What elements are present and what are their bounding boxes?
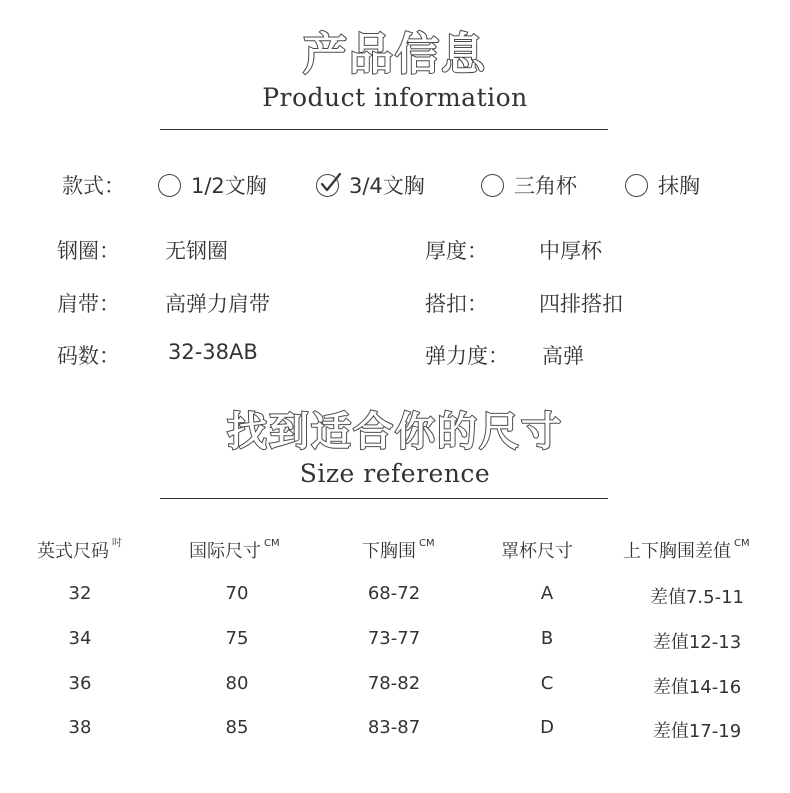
table-cell: 差值12-13	[652, 632, 742, 653]
style-option-label: 3/4文胸	[349, 174, 425, 198]
size-title-cn: 找到适合你的尺寸	[227, 409, 563, 455]
strap-label: 肩带：	[57, 292, 120, 316]
table-cell: 差值17-19	[652, 721, 742, 742]
underwire-value: 无钢圈	[165, 239, 228, 263]
table-cell: A	[540, 583, 554, 604]
radio-checked-icon	[316, 174, 339, 197]
clasp-value: 四排搭扣	[539, 292, 623, 316]
table-cell: B	[540, 628, 554, 649]
style-option-label: 抹胸	[658, 174, 700, 198]
style-option-label: 三角杯	[514, 174, 577, 198]
table-cell: 68-72	[367, 583, 421, 604]
style-option-label: 1/2文胸	[191, 174, 267, 198]
table-cell: 83-87	[367, 717, 421, 738]
size-title-en: Size reference	[299, 459, 491, 488]
elastic-value: 高弹	[542, 344, 584, 368]
header-uk-size: 英式尺码 $^吋$	[37, 538, 122, 562]
table-cell: 85	[225, 717, 249, 738]
clasp-label: 搭扣：	[425, 292, 488, 316]
strap-value: 高弹力肩带	[165, 292, 270, 316]
radio-unchecked-icon	[481, 174, 504, 197]
table-cell: 78-82	[367, 673, 421, 694]
style-option-triangle-cup[interactable]	[481, 170, 577, 200]
underwire-label: 钢圈：	[57, 239, 120, 263]
header-divider	[160, 129, 608, 130]
checkmark-icon	[316, 169, 344, 197]
table-cell: 34	[68, 628, 92, 649]
table-cell: 32	[68, 583, 92, 604]
table-cell: D	[540, 717, 554, 738]
size-value: 32-38AB	[168, 340, 258, 364]
radio-unchecked-icon	[158, 174, 181, 197]
product-info-title-en: Product information	[262, 83, 528, 112]
product-info-title-cn: 产品信息	[303, 29, 487, 80]
table-cell: 差值7.5-11	[649, 587, 745, 608]
header-intl-size: 国际尺寸 $^{CM}$	[189, 538, 280, 562]
thickness-value: 中厚杯	[539, 239, 602, 263]
style-option-half-cup[interactable]	[158, 170, 267, 200]
table-cell: 70	[225, 583, 249, 604]
style-option-three-quarter-cup[interactable]	[316, 170, 425, 200]
table-cell: 80	[225, 673, 249, 694]
table-cell: 73-77	[367, 628, 421, 649]
table-cell: 差值14-16	[652, 677, 742, 698]
elastic-label: 弹力度：	[425, 344, 509, 368]
header-underbust: 下胸围 $^{CM}$	[362, 538, 435, 562]
table-cell: 75	[225, 628, 249, 649]
table-cell: 36	[68, 673, 92, 694]
header-bust-difference: 上下胸围差值 $^{CM}$	[623, 538, 750, 562]
style-label: 款式：	[62, 174, 125, 198]
thickness-label: 厚度：	[425, 239, 488, 263]
table-cell: 38	[68, 717, 92, 738]
size-label: 码数：	[57, 344, 120, 368]
size-divider	[160, 498, 608, 499]
radio-unchecked-icon	[625, 174, 648, 197]
style-option-tube[interactable]	[625, 170, 700, 200]
table-cell: C	[540, 673, 554, 694]
header-cup-size: 罩杯尺寸	[501, 541, 573, 562]
